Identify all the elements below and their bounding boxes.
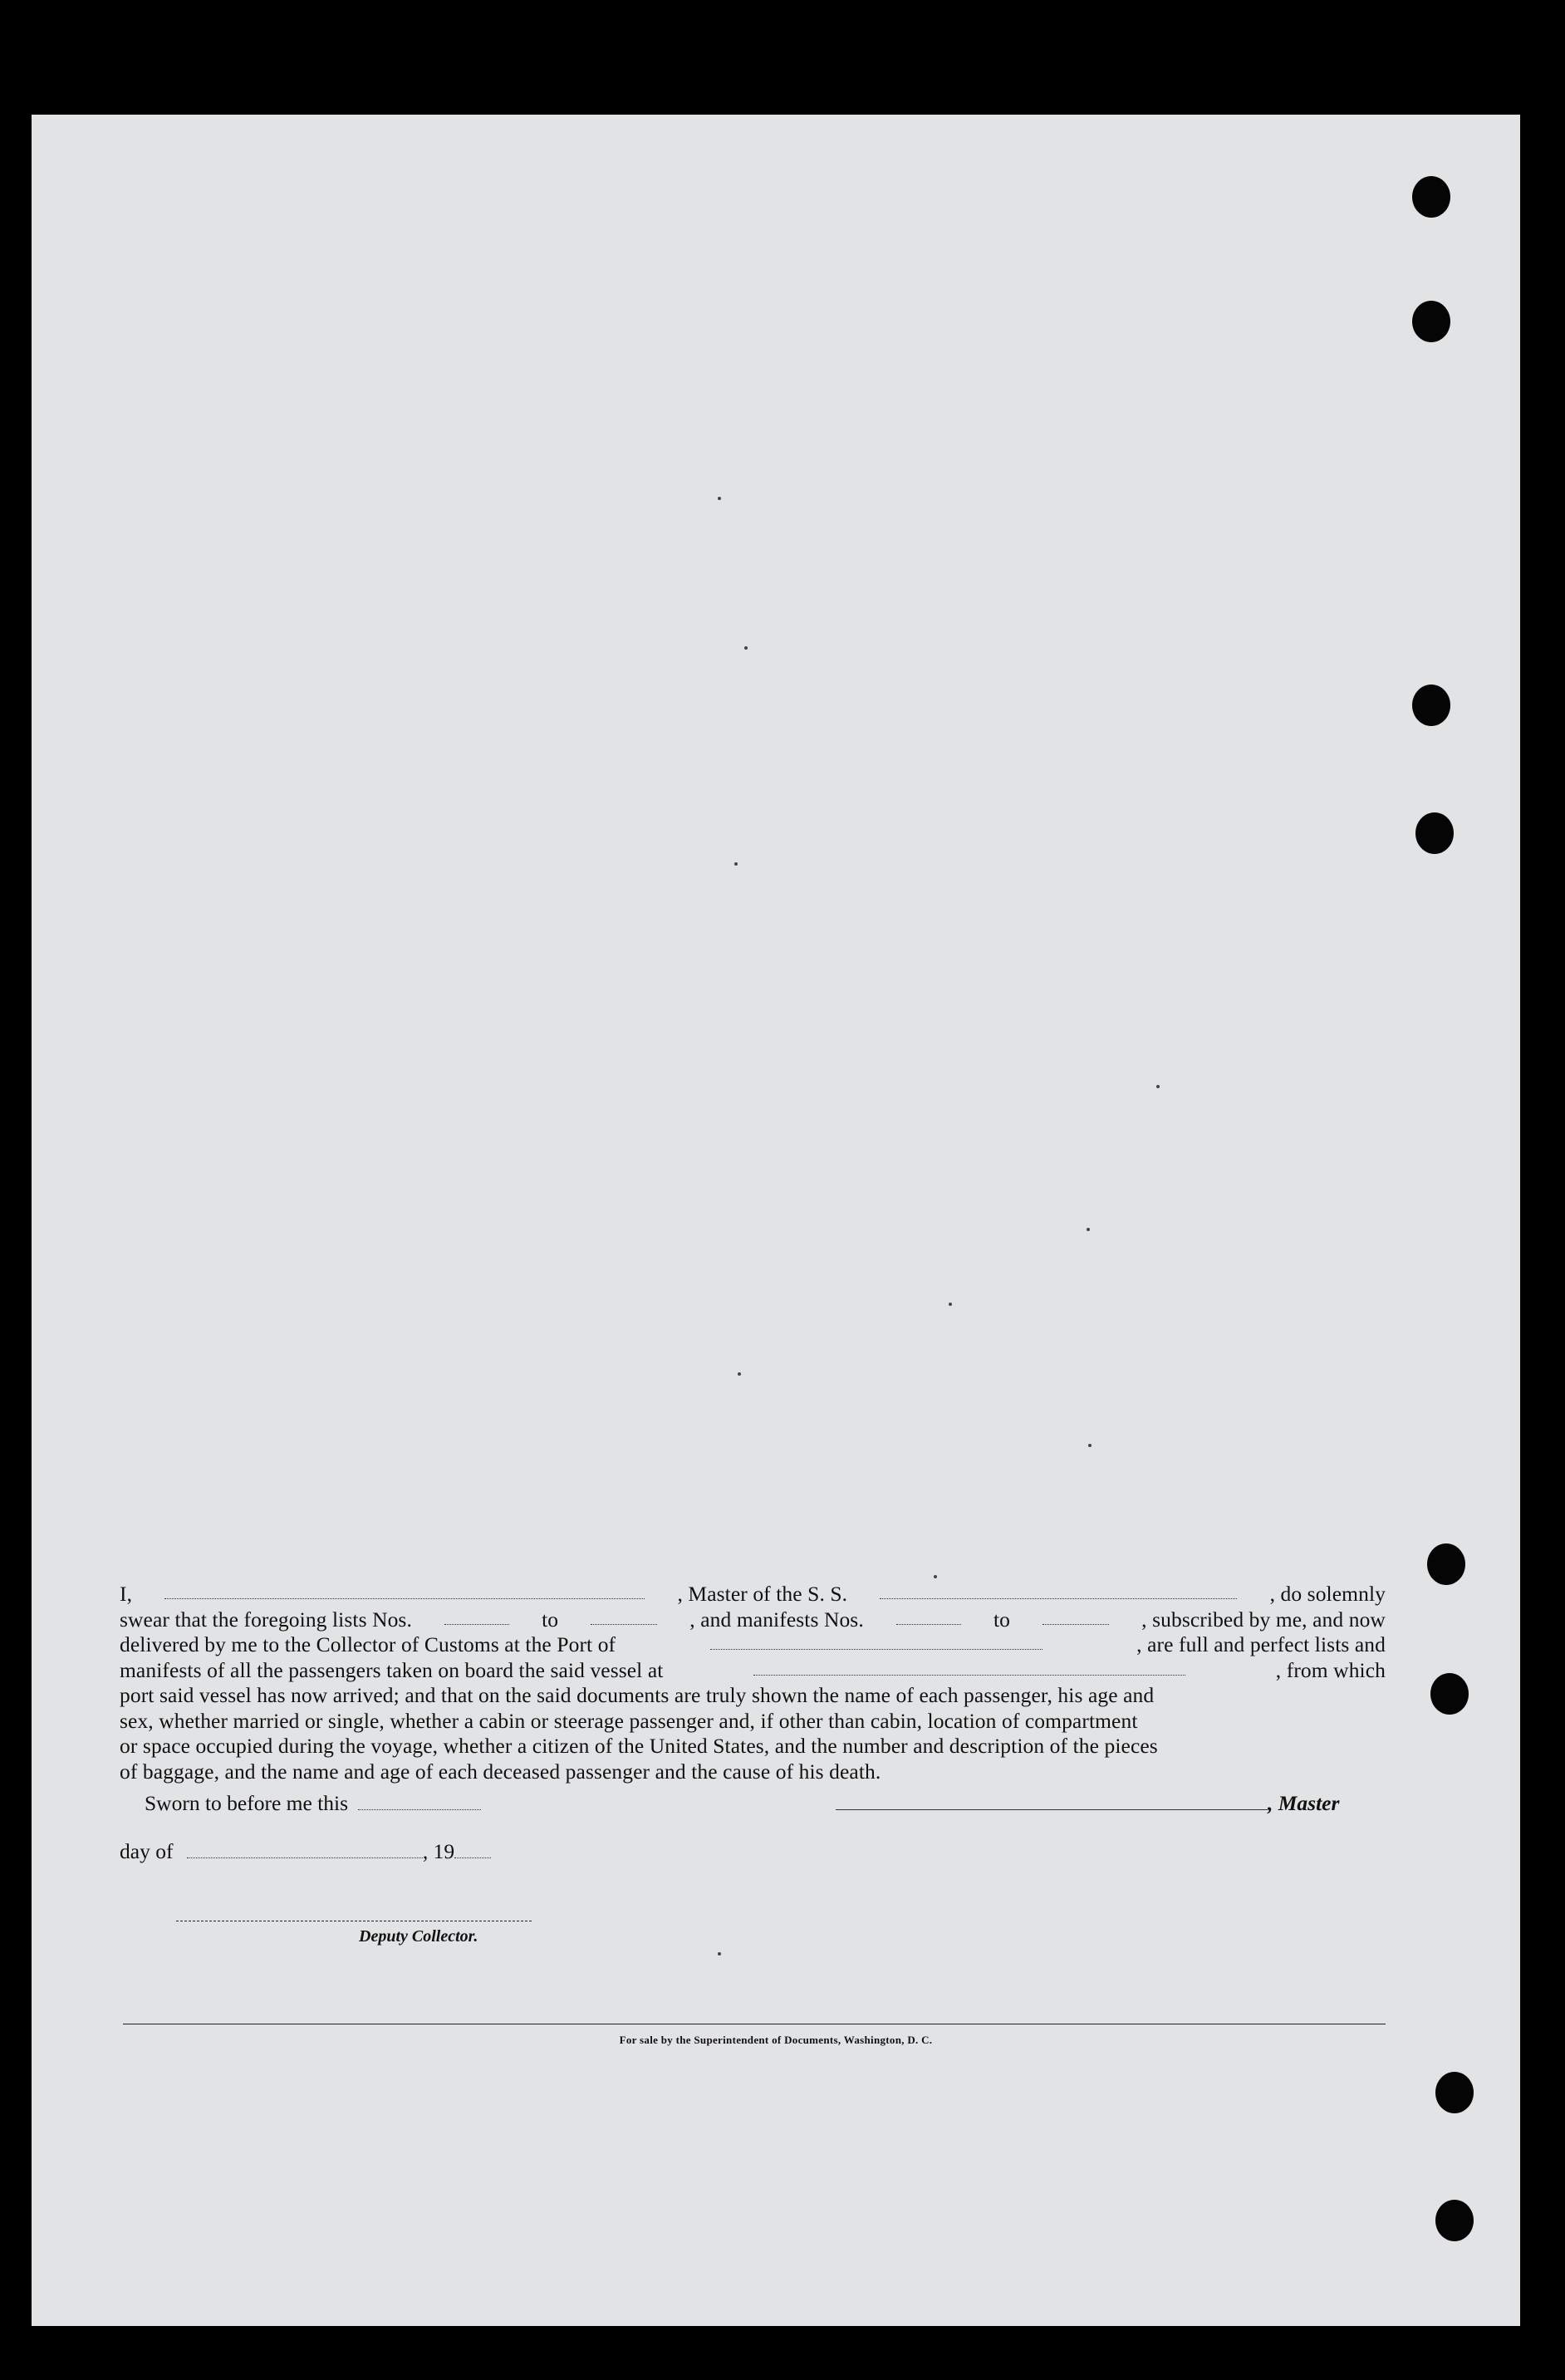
deputy-collector-label: Deputy Collector. [359,1927,478,1946]
oath-text: to [542,1607,559,1632]
scan-speck [718,1952,721,1956]
oath-text: , are full and perfect lists and [1136,1632,1386,1656]
scan-speck [934,1575,937,1578]
sworn-label [145,1791,481,1816]
day-of-label: day of [120,1839,174,1863]
list-no-to-blank[interactable] [591,1607,657,1625]
year-blank[interactable] [454,1841,491,1858]
punch-hole-icon [1435,2072,1474,2113]
scan-speck [734,862,738,866]
punch-hole-icon [1415,812,1454,854]
manifest-no-to-blank[interactable] [1043,1607,1109,1625]
oath-line-8 [120,1759,1386,1785]
scan-speck [738,1372,741,1376]
footer-imprint: For sale by the Superintendent of Documents, Washington, D. C. [619,2034,933,2046]
oath-text: , subscribed by me, and now [1141,1607,1386,1632]
scan-speck [1156,1085,1160,1088]
scan-speck [1088,1444,1092,1447]
oath-text: , and manifests Nos. [689,1607,864,1632]
oath-line-7 [120,1734,1386,1759]
list-no-from-blank[interactable] [444,1607,509,1625]
ship-name-blank[interactable] [880,1582,1237,1599]
punch-hole-icon [1427,1543,1465,1585]
oath-line-1 [120,1582,1386,1607]
oath-text: , do solemnly [1269,1582,1386,1606]
oath-line-3 [120,1632,1386,1658]
oath-text: to [993,1607,1011,1632]
punch-hole-icon [1435,2200,1474,2241]
master-signature-label: , Master [1268,1791,1340,1815]
oath-text: swear that the foregoing lists Nos. [120,1607,412,1632]
oath-text: of baggage, and the name and age of each deceased passenger and the cause of his death. [120,1759,881,1784]
manifest-no-from-blank[interactable] [896,1607,961,1625]
sworn-day-blank[interactable] [358,1793,481,1810]
oath-text: manifests of all the passengers taken on board the said vessel at [120,1657,664,1682]
port-of-arrival-blank[interactable] [710,1632,1043,1650]
month-blank[interactable] [187,1841,423,1858]
oath-text: I, [120,1582,133,1606]
master-signature-blank[interactable] [836,1793,1268,1810]
oath-line-2 [120,1607,1386,1633]
punch-hole-icon [1412,176,1450,218]
scan-speck [718,497,721,500]
port-of-departure-blank[interactable] [753,1658,1185,1676]
oath-line-4 [120,1658,1386,1684]
oath-text: port said vessel has now arrived; and that on the said documents are truly shown the name of each passenger, his age and [120,1683,1155,1707]
oath-text: delivered by me to the Collector of Customs at the Port of [120,1632,616,1656]
oath-line-6 [120,1709,1386,1735]
day-of-field [120,1839,491,1864]
punch-hole-icon [1430,1673,1469,1715]
scan-speck [949,1303,952,1306]
oath-line-5 [120,1683,1386,1709]
year-prefix: , 19 [422,1839,455,1863]
master-signature [836,1791,1339,1816]
sworn-label-text: Sworn to before me this [145,1791,349,1815]
scan-speck [1087,1228,1090,1231]
scan-speck [744,646,748,650]
master-name-blank[interactable] [164,1582,645,1599]
master-oath-paragraph [120,1582,1386,1784]
oath-text: or space occupied during the voyage, whether a citizen of the United States, and the number and description of the pieces [120,1734,1158,1758]
oath-text: , Master of the S. S. [677,1582,848,1606]
manifest-form-sheet [32,115,1520,2326]
oath-text: , from which [1275,1657,1386,1682]
punch-hole-icon [1412,685,1450,726]
oath-text: sex, whether married or single, whether a cabin or steerage passenger and, if other than cabin, location of compartment [120,1708,1138,1733]
punch-hole-icon [1412,301,1450,342]
